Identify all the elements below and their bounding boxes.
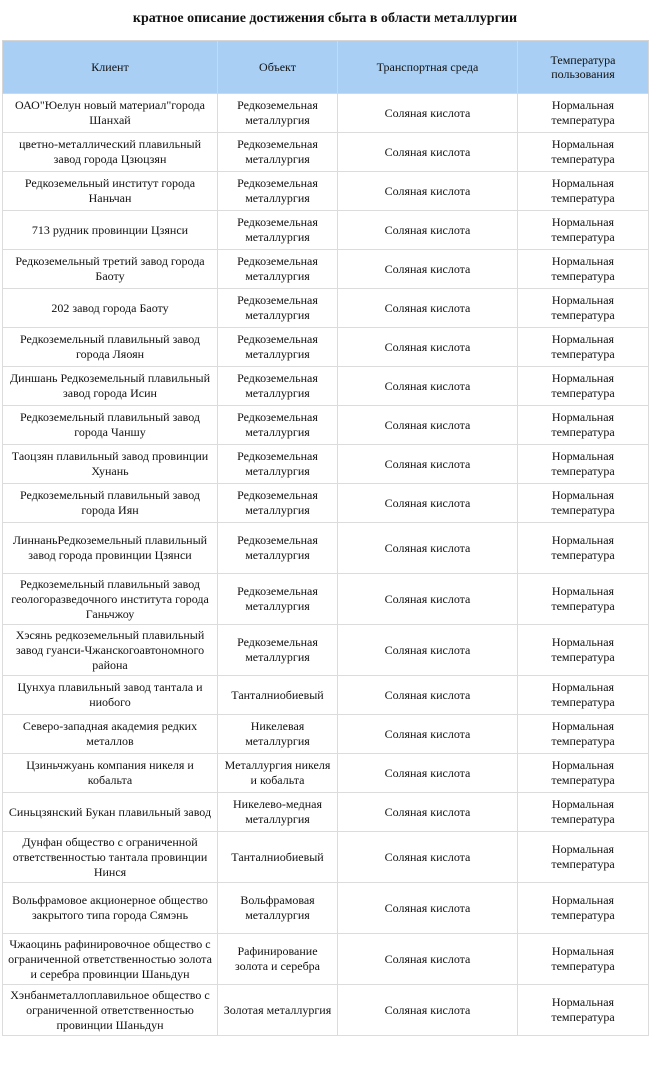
cell-medium: Соляная кислота xyxy=(338,250,518,289)
cell-client: Дунфан общество с ограниченной ответственностью тантала провинции Нинся xyxy=(3,832,218,883)
cell-temperature: Нормальная температура xyxy=(518,832,649,883)
table-row xyxy=(3,328,649,367)
cell-client: Чжаоцинь рафинировочное общество с ограниченной ответственностью золота и серебра провинции Шаньдун xyxy=(3,934,218,985)
cell-medium: Соляная кислота xyxy=(338,832,518,883)
cell-object: Редкоземельная металлургия xyxy=(218,211,338,250)
table-row xyxy=(3,793,649,832)
cell-object: Редкоземельная металлургия xyxy=(218,406,338,445)
table-row xyxy=(3,367,649,406)
cell-medium: Соляная кислота xyxy=(338,715,518,754)
achievements-table xyxy=(2,40,649,1036)
cell-temperature: Нормальная температура xyxy=(518,625,649,676)
cell-client: Цунхуа плавильный завод тантала и ниобого xyxy=(3,676,218,715)
table-row xyxy=(3,406,649,445)
cell-client: 713 рудник провинции Цзянси xyxy=(3,211,218,250)
cell-medium: Соляная кислота xyxy=(338,172,518,211)
table-row xyxy=(3,832,649,883)
table-row xyxy=(3,754,649,793)
header-medium: Транспортная среда xyxy=(338,41,518,94)
cell-medium: Соляная кислота xyxy=(338,934,518,985)
table-row xyxy=(3,715,649,754)
cell-medium: Соляная кислота xyxy=(338,754,518,793)
cell-client: ОАО"Юелун новый материал"города Шанхай xyxy=(3,94,218,133)
cell-object: Редкоземельная металлургия xyxy=(218,250,338,289)
cell-client: Северо-западная академия редких металлов xyxy=(3,715,218,754)
table-row xyxy=(3,484,649,523)
table-row xyxy=(3,574,649,625)
cell-medium: Соляная кислота xyxy=(338,523,518,574)
header-temperature: Температура пользования xyxy=(518,41,649,94)
table-row xyxy=(3,676,649,715)
table-row xyxy=(3,934,649,985)
cell-client: Таоцзян плавильный завод провинции Хунань xyxy=(3,445,218,484)
cell-object: Никелевая металлургия xyxy=(218,715,338,754)
header-object: Объект xyxy=(218,41,338,94)
cell-temperature: Нормальная температура xyxy=(518,676,649,715)
cell-temperature: Нормальная температура xyxy=(518,523,649,574)
cell-temperature: Нормальная температура xyxy=(518,754,649,793)
cell-medium: Соляная кислота xyxy=(338,625,518,676)
cell-client: ЛиннаньРедкоземельный плавильный завод города провинции Цзянси xyxy=(3,523,218,574)
cell-temperature: Нормальная температура xyxy=(518,445,649,484)
cell-temperature: Нормальная температура xyxy=(518,367,649,406)
cell-object: Редкоземельная металлургия xyxy=(218,367,338,406)
cell-medium: Соляная кислота xyxy=(338,676,518,715)
cell-client: Хэсянь редкоземельный плавильный завод гуанси-Чжанскогоавтономного района xyxy=(3,625,218,676)
page-title: кратное описание достижения сбыта в области металлургии xyxy=(132,11,518,26)
cell-client: Хэнбанметаллоплавильное общество с ограниченной ответственностью провинции Шаньдун xyxy=(3,985,218,1036)
cell-client: 202 завод города Баоту xyxy=(3,289,218,328)
cell-object: Редкоземельная металлургия xyxy=(218,94,338,133)
cell-object: Редкоземельная металлургия xyxy=(218,523,338,574)
table-row xyxy=(3,289,649,328)
cell-temperature: Нормальная температура xyxy=(518,883,649,934)
cell-client: Редкоземельный плавильный завод города Иян xyxy=(3,484,218,523)
cell-client: Синьцзянский Букан плавильный завод xyxy=(3,793,218,832)
cell-object: Редкоземельная металлургия xyxy=(218,574,338,625)
cell-temperature: Нормальная температура xyxy=(518,985,649,1036)
table-header-row xyxy=(3,41,649,94)
cell-object: Танталниобиевый xyxy=(218,832,338,883)
cell-medium: Соляная кислота xyxy=(338,445,518,484)
cell-client: Редкоземельный плавильный завод города Чаншу xyxy=(3,406,218,445)
cell-medium: Соляная кислота xyxy=(338,574,518,625)
table-row xyxy=(3,250,649,289)
cell-object: Редкоземельная металлургия xyxy=(218,133,338,172)
cell-temperature: Нормальная температура xyxy=(518,94,649,133)
cell-temperature: Нормальная температура xyxy=(518,793,649,832)
cell-medium: Соляная кислота xyxy=(338,793,518,832)
cell-object: Редкоземельная металлургия xyxy=(218,328,338,367)
cell-object: Редкоземельная металлургия xyxy=(218,625,338,676)
cell-client: Редкоземельный плавильный завод города Ляоян xyxy=(3,328,218,367)
cell-object: Редкоземельная металлургия xyxy=(218,484,338,523)
cell-client: Цзиньчжуань компания никеля и кобальта xyxy=(3,754,218,793)
cell-temperature: Нормальная температура xyxy=(518,574,649,625)
cell-medium: Соляная кислота xyxy=(338,985,518,1036)
cell-medium: Соляная кислота xyxy=(338,484,518,523)
cell-object: Редкоземельная металлургия xyxy=(218,172,338,211)
cell-object: Вольфрамовая металлургия xyxy=(218,883,338,934)
table-row xyxy=(3,445,649,484)
cell-medium: Соляная кислота xyxy=(338,367,518,406)
cell-medium: Соляная кислота xyxy=(338,328,518,367)
table-row xyxy=(3,133,649,172)
cell-object: Никелево-медная металлургия xyxy=(218,793,338,832)
cell-temperature: Нормальная температура xyxy=(518,328,649,367)
cell-medium: Соляная кислота xyxy=(338,211,518,250)
cell-medium: Соляная кислота xyxy=(338,133,518,172)
header-client: Клиент xyxy=(3,41,218,94)
cell-temperature: Нормальная температура xyxy=(518,172,649,211)
cell-client: цветно-металлический плавильный завод города Цзюцзян xyxy=(3,133,218,172)
cell-temperature: Нормальная температура xyxy=(518,133,649,172)
cell-medium: Соляная кислота xyxy=(338,883,518,934)
cell-object: Металлургия никеля и кобальта xyxy=(218,754,338,793)
cell-temperature: Нормальная температура xyxy=(518,211,649,250)
table-row xyxy=(3,172,649,211)
cell-temperature: Нормальная температура xyxy=(518,934,649,985)
table-row xyxy=(3,94,649,133)
cell-client: Редкоземельный третий завод города Баоту xyxy=(3,250,218,289)
table-row xyxy=(3,211,649,250)
cell-object: Редкоземельная металлургия xyxy=(218,289,338,328)
cell-temperature: Нормальная температура xyxy=(518,289,649,328)
table-row xyxy=(3,523,649,574)
cell-temperature: Нормальная температура xyxy=(518,715,649,754)
cell-object: Редкоземельная металлургия xyxy=(218,445,338,484)
cell-object: Рафинирование золота и серебра xyxy=(218,934,338,985)
cell-client: Редкоземельный институт города Наньчан xyxy=(3,172,218,211)
cell-temperature: Нормальная температура xyxy=(518,250,649,289)
table-row xyxy=(3,985,649,1036)
cell-temperature: Нормальная температура xyxy=(518,484,649,523)
table-row xyxy=(3,625,649,676)
cell-client: Вольфрамовое акционерное общество закрытого типа города Сямэнь xyxy=(3,883,218,934)
cell-medium: Соляная кислота xyxy=(338,94,518,133)
cell-medium: Соляная кислота xyxy=(338,289,518,328)
cell-medium: Соляная кислота xyxy=(338,406,518,445)
cell-temperature: Нормальная температура xyxy=(518,406,649,445)
cell-object: Танталниобиевый xyxy=(218,676,338,715)
cell-client: Диншань Редкоземельный плавильный завод города Исин xyxy=(3,367,218,406)
table-row xyxy=(3,883,649,934)
cell-client: Редкоземельный плавильный завод геологоразведочного института города Ганьчжоу xyxy=(3,574,218,625)
cell-object: Золотая металлургия xyxy=(218,985,338,1036)
